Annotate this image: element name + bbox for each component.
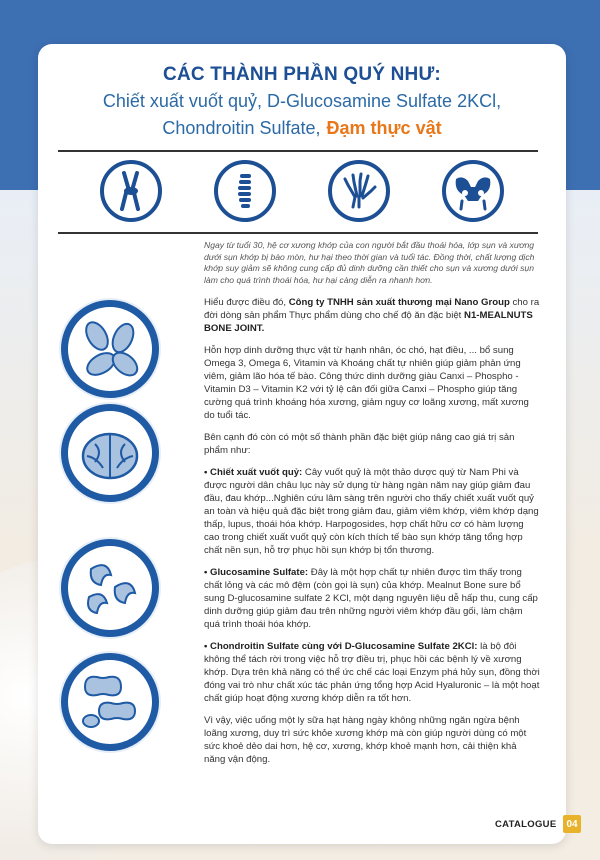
- subtitle-highlight: Đạm thực vật: [326, 118, 442, 138]
- product-name: N1-MEALNUTS BONE JOINT.: [204, 310, 533, 334]
- bullet-text: Đây là một hợp chất tự nhiên được tìm thấy trong chất lỏng và các mô đệm (còn gọi là sụn) của khớp. Mealnut Bone sure bổ sung D-glucosamine sulfate 2 KCl, một dạng nguyên liệu dễ hấp thu, cung cấp dinh dưỡng giúp giảm đau trên những người viêm khớp đầu gối, làm chậm quá trình thoái hóa khớp.: [204, 567, 538, 630]
- bullet-glucosamine: [204, 566, 540, 631]
- paragraph-conclusion: Vì vậy, việc uống một ly sữa hạt hàng ngày không những ngăn ngừa bệnh loãng xương, duy trì sức khỏe xương khớp mà còn giúp người dùng có một sức khoẻ dẻo dai hơn, hệ cơ, xương, khớp khoẻ mạnh hơn, cải thiện khả năng vận động.: [204, 715, 527, 765]
- pelvis-icon: [442, 160, 504, 222]
- paragraph-company: [204, 296, 540, 335]
- bullet-text: là bộ đôi không thể tách rời trong việc hỗ trợ điều trị, phục hồi các bệnh lý về xương khớp. Dựa trên khả năng có thể ức chế các loại Enzym phá hủy sụn, đồng thời đóng vai trò như chất xúc tác phản ứng tổng hợp Acid Hyaluronic – là một hoạt chất giúp hoạt động xương khớp diễn ra tốt hơn.: [204, 641, 540, 704]
- spine-icon: [214, 160, 276, 222]
- p1-pre: Hiểu được điều đó,: [204, 297, 289, 308]
- page-title: CÁC THÀNH PHẦN QUÝ NHƯ:: [163, 64, 441, 85]
- subtitle-line-1: Chiết xuất vuốt quỷ, D-Glucosamine Sulfate 2KCl,: [102, 91, 502, 111]
- subtitle-line-2: [38, 118, 566, 139]
- hand-bones-icon: [328, 160, 390, 222]
- page-number-badge: 04: [563, 815, 581, 833]
- walnut-image: [61, 404, 159, 502]
- bullet-title: • Glucosamine Sulfate:: [204, 567, 309, 578]
- almonds-image: [61, 300, 159, 398]
- subtitle-text: Chondroitin Sulfate,: [162, 118, 321, 138]
- peanuts-image: [61, 653, 159, 751]
- paragraph-special-ingredients: Bên cạnh đó còn có một số thành phần đặc biệt giúp nâng cao giá trị sản phẩm như:: [204, 432, 515, 456]
- bullet-text: Cây vuốt quỷ là một thảo dược quý từ Nam Phi và được người dân châu lục này sử dụng từ hàng ngàn năm nay giúp giảm đau đầu, đau khớp...Nghiên cứu lâm sàng trên người cho thấy chiết xuất vuốt quỷ an toàn và hiệu quả đặc biệt trong giảm đau, giảm viêm khớp, viêm khớp dạng thấp, lupus, thoái hóa khớp. Harpogosides, hợp chất hữu cơ có hàm lượng cao trong chiết xuất vuốt quỷ còn kích thích tế bào sụn khớp tăng tổng hợp chất nền sụn, hỗ trợ phục hồi sụn khớp bị tổn thương.: [204, 467, 539, 556]
- content-card: [38, 44, 566, 844]
- bullet-title: • Chondroitin Sulfate cùng với D-Glucosamine Sulfate 2KCl:: [204, 641, 478, 652]
- cashew-image: [61, 539, 159, 637]
- icon-row: [60, 156, 536, 226]
- divider-bottom: [58, 232, 538, 234]
- intro-text: Ngay từ tuổi 30, hệ cơ xương khớp của con người bắt đầu thoái hóa, lớp sụn và xương dưới sụn khớp bị bào mòn, hư hại theo thời gian và tuổi tác. Đồng thời, chất lượng dịch khớp suy giảm sẽ không cung cấp đủ dinh dưỡng cần thiết cho sụn và xương dưới sụn làm cho quá trình thoái hóa, hư hại càng diễn ra nhanh hơn.: [204, 240, 535, 285]
- catalogue-label: CATALOGUE: [495, 819, 557, 830]
- bullet-devils-claw: [204, 466, 540, 557]
- p1-mid: cho ra đời dòng sản phẩm Thực phẩm dùng cho chế độ ăn đặc biệt: [204, 297, 540, 321]
- body-text: [204, 296, 540, 775]
- bullet-chondroitin: [204, 640, 540, 705]
- paragraph-nutrition: Hỗn hợp dinh dưỡng thực vật từ hạnh nhân, óc chó, hạt điều, ... bổ sung Omega 3, Omega 6, Vitamin và Khoáng chất tự nhiên giúp giảm phản ứng viêm, giảm lão hóa tế bào. Công thức dinh dưỡng giàu Canxi – Phospho - Vitamin D3 – Vitamin K2 với tỷ lệ cân đối giữa Canxi – Phospho giúp tăng cường quá trình khoáng hóa xương, giảm nguy cơ loãng xương, mất xương do tuổi tác.: [204, 345, 529, 421]
- bullet-title: • Chiết xuất vuốt quỷ:: [204, 467, 303, 478]
- knee-joint-icon: [100, 160, 162, 222]
- divider-top: [58, 150, 538, 152]
- company-name: Công ty TNHH sản xuất thương mại Nano Group: [288, 297, 510, 308]
